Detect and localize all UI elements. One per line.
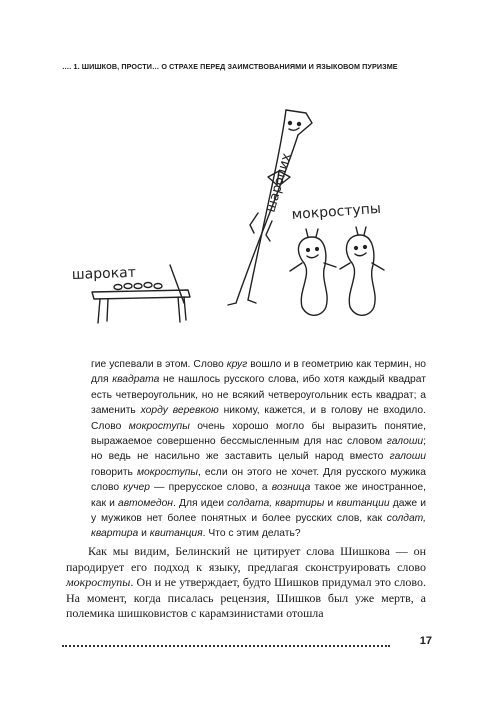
page-number: 17 [419,635,432,647]
italic-run: квадрата [112,374,160,386]
label-mokrostupy: мокроступы [291,200,382,223]
italic-run: галоши [389,451,426,463]
text-run: . Он и не утверждает, будто Шишков придумал это слово. На момент, когда писалась рецензия, Шишков был уже мертв, а полемика шишковистов с карамзинистами отошла [66,575,426,620]
quote-block [91,357,426,542]
italic-run: мокроступы [128,420,190,432]
running-header: …. 1. ШИШКОВ, ПРОСТИ… О СТРАХЕ ПЕРЕД ЗАИМСТВОВАНИЯМИ И ЯЗЫКОВОМ ПУРИЗМЕ [62,62,398,71]
text-run: . Что с этим делать? [202,528,301,540]
quote-paragraph [91,357,426,542]
italic-run: хорду веревкою [140,405,219,417]
text-run: — прерусское слово, а [150,482,272,494]
text-run: и [324,497,337,509]
text-run: никому, кажется, и в голову не входило. Слово [91,405,426,432]
italic-run: солдата, квартиры [227,497,325,509]
italic-run: квитанции [336,497,390,509]
dotted-leader [62,645,390,647]
text-run: и [138,528,150,540]
italic-run: круг [226,359,248,370]
text-run: , если он этого не хочет. Для русского мужика слово [91,466,426,494]
text-run: говорить [91,466,137,478]
text-run: даже и у мужиков нет более понятных и более русских слов, как [91,497,427,525]
bean-figures-drawing [290,227,384,315]
italic-run: возница [271,482,311,494]
label-sharopikh: шаропих [263,151,295,215]
label-sharokat: шарокат [71,264,137,283]
text-run: Как мы видим, Белинский не цитирует слова Шишкова — он пародирует его подход к языку, предлагая сконструировать слово [66,544,426,574]
body-text [66,544,426,622]
italic-run: автомедон [118,497,173,509]
italic-run: солдат, квартира [91,513,426,540]
page-footer [62,635,432,653]
italic-run: галоши [386,436,424,448]
illustration [60,95,430,335]
text-run: такое же иностранное, как и [91,482,426,509]
text-run: гие успевали в этом. Слово [91,359,227,370]
text-run: ; но ведь не насильно же заставить целый народ вместо [91,436,426,463]
text-run: вошло и в геометрию как термин, но для [91,359,426,386]
text-run: очень хорошо могло бы выразить понятие, выражаемое совершенно бессмысленным для нас словом [91,420,427,448]
italic-run: мокроступы [136,466,198,478]
text-run: . Для идеи [172,497,228,509]
text-run: не нашлось русского слова, ибо хотя каждый квадрат есть четвероугольник, но не всякий четвероугольник есть квадрат; а заменить [91,374,426,417]
italic-run: кучер [123,482,151,494]
body-paragraph [66,544,426,622]
italic-run: мокроступы [66,575,131,589]
italic-run: квитанция [149,528,203,540]
